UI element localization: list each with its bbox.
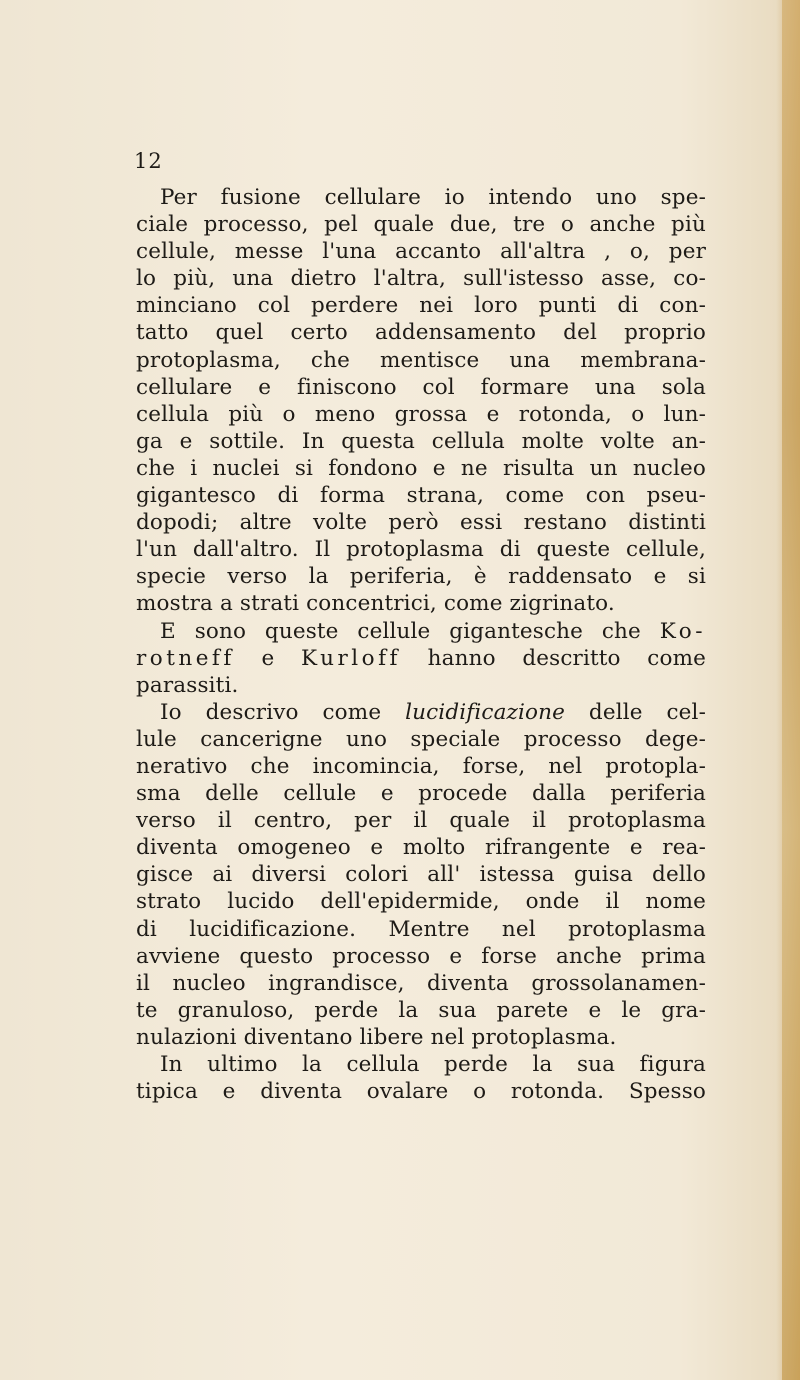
text-line: tatto quel certo addensamento del proprio [136,320,706,346]
author-name-kurloff: Kurloff [301,645,401,671]
text-line: avviene questo processo e forse anche prima [136,943,706,969]
text-segment: e [261,645,275,671]
text-line: strato lucido dell'epidermide, onde il nome [136,889,706,915]
text-line: cellule, messe l'una accanto all'altra , o, per [136,239,706,265]
text-line: protoplasma, che mentisce una membrana- [136,347,706,373]
text-line: nulazioni diventano libere nel protoplasma. [136,1024,617,1050]
term-lucidificazione: lucidificazione [405,699,566,725]
text-line: gisce ai diversi colori all' istessa guisa dello [136,862,706,888]
text-segment: Io descrivo come [160,699,382,725]
text-line: specie verso la periferia, è raddensato e si [136,564,706,590]
text-line-authors [136,645,706,672]
text-line: minciano col perdere nei loro punti di con- [136,293,706,319]
text-line: lo più, una dietro l'altra, sull'istesso asse, co- [136,266,706,292]
text-line: l'un dall'altro. Il protoplasma di queste cellule, [136,537,706,563]
author-name-korotneff: Ko- [659,618,706,644]
text-segment: hanno descritto come [427,645,707,671]
text-line: cellulare e finiscono col formare una sola [136,374,706,400]
text-line: In ultimo la cellula perde la sua figura [160,1052,706,1077]
text-line: verso il centro, per il quale il protoplasma [136,808,706,834]
text-line: mostra a strati concentrici, come zigrinato. [136,591,615,617]
text-segment: delle cel- [588,699,706,725]
text-line: lule cancerigne uno speciale processo dege- [136,726,706,752]
text-line: tipica e diventa ovalare o rotonda. Spesso [136,1079,706,1105]
text-segment: E sono queste cellule gigantesche che [160,618,641,644]
text-line: cellula più o meno grossa e rotonda, o lun- [136,401,706,427]
page-edge-stain [782,0,800,1380]
text-line: gigantesco di forma strana, come con pseu- [136,483,706,509]
text-line: diventa omogeneo e molto rifrangente e rea- [136,835,706,861]
text-line-term [136,699,706,726]
text-line: ga e sottile. In questa cellula molte volte an- [136,428,706,454]
text-line: parassiti. [136,672,239,698]
text-line: il nucleo ingrandisce, diventa grossolanamen- [136,970,706,996]
text-line: te granuloso, perde la sua parete e le gra- [136,997,706,1023]
page-number: 12 [134,149,163,173]
text-line-authors [136,618,706,645]
text-line: Per fusione cellulare io intendo uno spe- [160,185,706,210]
text-line: ciale processo, pel quale due, tre o anche più [136,212,706,238]
text-line: di lucidificazione. Mentre nel protoplasma [136,916,706,942]
text-line: dopodi; altre volte però essi restano distinti [136,510,706,536]
body-text [136,184,706,1105]
author-name-korotneff-cont: rotneff [136,645,235,671]
text-line: nerativo che incomincia, forse, nel protopla- [136,753,706,779]
text-line: sma delle cellule e procede dalla periferia [136,781,706,807]
text-line: che i nuclei si fondono e ne risulta un nucleo [136,455,706,481]
